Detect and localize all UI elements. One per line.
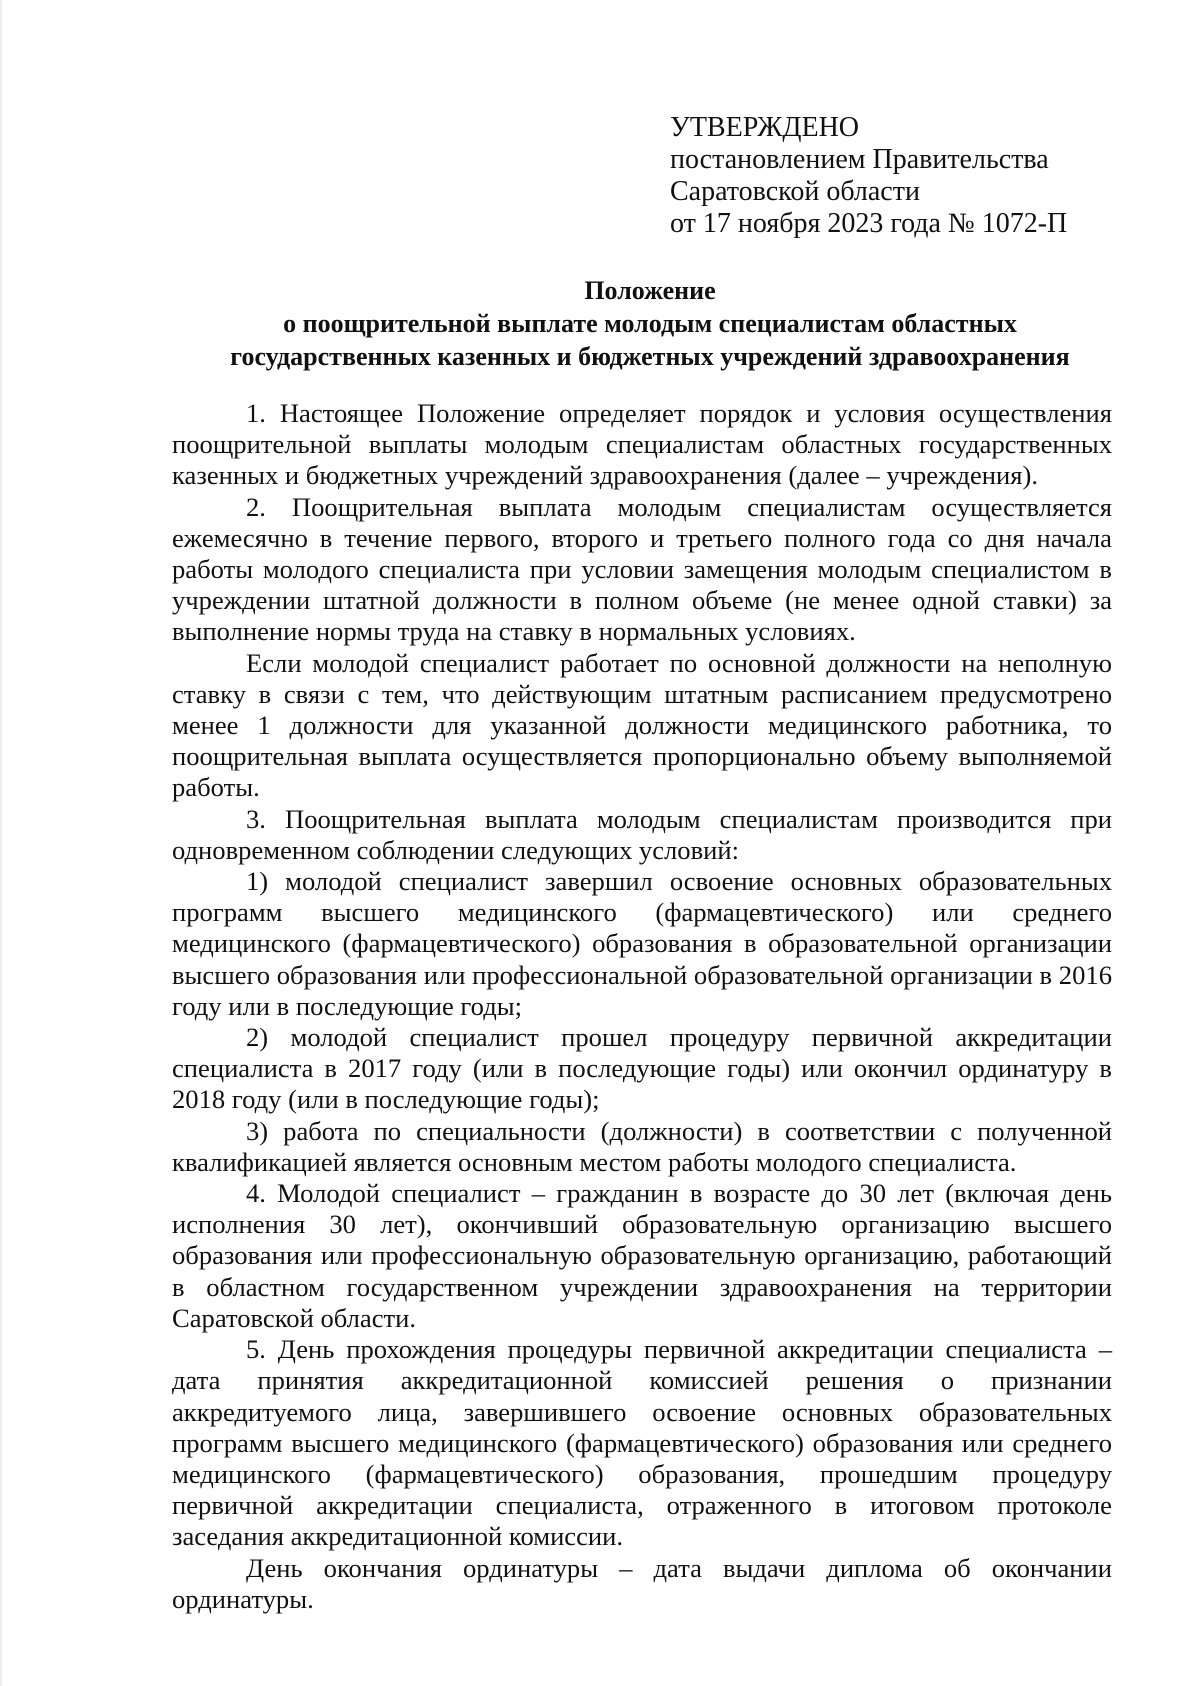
title-line-3: государственных казенных и бюджетных учреждений здравоохранения: [230, 342, 1070, 371]
paragraph-3: 3. Поощрительная выплата молодым специалистам производится при одновременном соблюдении следующих условий:: [172, 803, 1112, 865]
approval-stamp-block: [670, 112, 1170, 240]
document-title: [150, 274, 1150, 373]
document-body: [172, 398, 1112, 1615]
approval-authority: постановлением Правительства: [670, 144, 1049, 175]
condition-2: 2) молодой специалист прошел процедуру первичной аккредитации специалиста в 2017 году (или в последующие годы) или окончил ординатуру в 2018 году (или в последующие годы);: [172, 1022, 1112, 1115]
title-line-1: Положение: [584, 276, 716, 305]
condition-1: 1) молодой специалист завершил освоение основных образовательных программ высшего медицинского (фармацевтического) или среднего медицинского (фармацевтического) образования в образовательной организации высшего образования или профессиональной образовательной организации в 2016 году или в последующие годы;: [172, 866, 1112, 1021]
paragraph-1: 1. Настоящее Положение определяет порядок и условия осуществления поощрительной выплаты молодым специалистам областных государственных казенных и бюджетных учреждений здравоохранения (далее – учреждения).: [172, 398, 1112, 491]
approval-date-number: от 17 ноября 2023 года № 1072-П: [670, 208, 1068, 239]
paragraph-2: 2. Поощрительная выплата молодым специалистам осуществляется ежемесячно в течение первого, второго и третьего полного года со дня начала работы молодого специалиста при условии замещения молодым специалистом в учреждении штатной должности в полном объеме (не менее одной ставки) за выполнение нормы труда на ставку в нормальных условиях.: [172, 491, 1112, 647]
approval-region: Саратовской области: [670, 176, 920, 207]
paragraph-5-continued: День окончания ординатуры – дата выдачи диплома об окончании ординатуры.: [172, 1552, 1112, 1614]
scan-edge: [0, 0, 3, 1686]
paragraph-4: 4. Молодой специалист – гражданин в возрасте до 30 лет (включая день исполнения 30 лет), окончивший образовательную организацию высшего образования или профессиональную образовательную организацию, работающий в областном государственном учреждении здравоохранения на территории Саратовской области.: [172, 1178, 1112, 1333]
condition-3: 3) работа по специальности (должности) в соответствии с полученной квалификацией является основным местом работы молодого специалиста.: [172, 1115, 1112, 1177]
paragraph-5: 5. День прохождения процедуры первичной аккредитации специалиста – дата принятия аккредитационной комиссией решения о признании аккредитуемого лица, завершившего освоение основных образовательных программ высшего медицинского (фармацевтического) образования или среднего медицинского (фармацевтического) образования, прошедшим процедуру первичной аккредитации специалиста, отраженного в итоговом протоколе заседания аккредитационной комиссии.: [172, 1334, 1112, 1552]
approval-heading: УТВЕРЖДЕНО: [670, 112, 860, 143]
paragraph-2-continued: Если молодой специалист работает по основной должности на неполную ставку в связи с тем, что действующим штатным расписанием предусмотрено менее 1 должности для указанной должности медицинского работника, то поощрительная выплата осуществляется пропорционально объему выполняемой работы.: [172, 647, 1112, 803]
title-line-2: о поощрительной выплате молодым специалистам областных: [283, 309, 1017, 338]
